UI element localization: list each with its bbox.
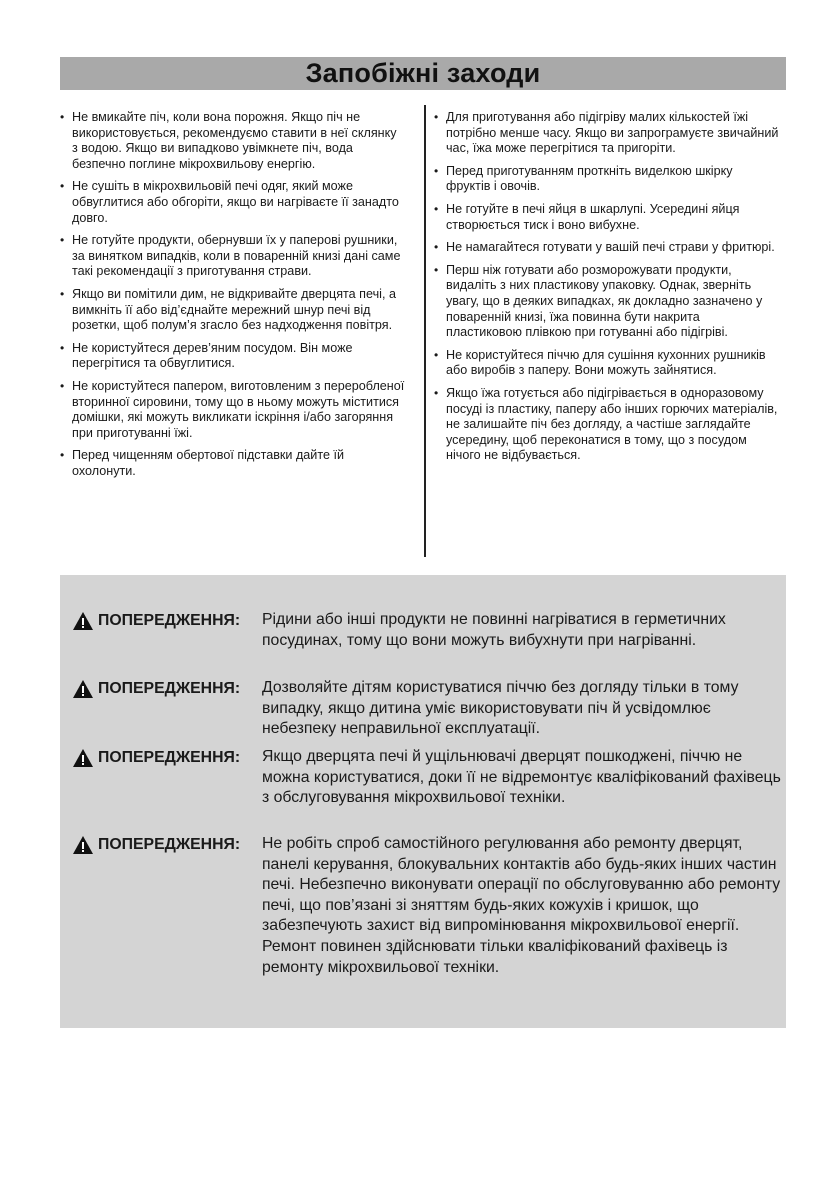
bullet-icon: • bbox=[434, 385, 439, 400]
column-divider bbox=[424, 105, 426, 557]
bullet-icon: • bbox=[60, 179, 65, 194]
list-item: • Не вмикайте піч, коли вона порожня. Якщо піч не використовується, рекомендуємо ставити в неї склянку з водою. Якщо ви випадково увімкнете піч, вода безпечно поглине мікрохвильову енергію. bbox=[60, 110, 397, 171]
title-bar bbox=[60, 57, 786, 90]
list-item: • Перед приготуванням проткніть виделкою шкірку фруктів і овочів. bbox=[434, 163, 733, 194]
warning-text: Рідини або інші продукти не повинні нагріватися в герметичних посудинах, тому що вони можуть вибухнути при нагріванні. bbox=[262, 611, 726, 649]
bullet-icon: • bbox=[60, 286, 65, 301]
bullet-icon: • bbox=[60, 110, 65, 124]
bullet-icon: • bbox=[434, 201, 439, 216]
bullet-icon: • bbox=[434, 240, 439, 255]
warning-label: ПОПЕРЕДЖЕННЯ: bbox=[72, 678, 240, 699]
warning-2 bbox=[72, 678, 782, 740]
warning-triangle-icon bbox=[72, 835, 94, 855]
warning-label: ПОПЕРЕДЖЕННЯ: bbox=[72, 747, 240, 768]
warning-4 bbox=[72, 834, 782, 978]
warnings-box bbox=[60, 575, 786, 1028]
list-item: • Не користуйтеся піччю для сушіння кухонних рушників або виробів з паперу. Вони можуть зайнятися. bbox=[434, 347, 766, 378]
left-bullet-list bbox=[60, 110, 405, 479]
list-item: • Не сушіть в мікрохвильовій печі одяг, який може обвуглитися або обгоріти, якщо ви нагріваєте її занадто довго. bbox=[60, 179, 399, 225]
warning-1 bbox=[72, 610, 782, 651]
list-item: • Не готуйте в печі яйця в шкарлупі. Усередині яйця створюється тиск і воно вибухне. bbox=[434, 201, 740, 232]
right-bullet-list bbox=[434, 110, 779, 464]
list-item: • Не користуйтеся папером, виготовленим з переробленої вторинної сировини, тому що в ньому можуть міститися домішки, які можуть викликати іскріння і/або загоряння при приготуванні їжі. bbox=[60, 378, 405, 440]
bullet-icon: • bbox=[434, 347, 439, 362]
warning-triangle-icon bbox=[72, 679, 94, 699]
warning-triangle-icon bbox=[72, 611, 94, 631]
warning-triangle-icon bbox=[72, 748, 94, 768]
warning-3 bbox=[72, 747, 782, 809]
list-item: • Перш ніж готувати або розморожувати продукти, видаліть з них пластикову упаковку. Однак, зверніть увагу, що в деяких випадках, як докладно зазначено у поваренній книзі, їжа повинна бути накрита пластиковою плівкою при готуванні або підігріві. bbox=[434, 262, 763, 340]
list-item: • Не готуйте продукти, обернувши їх у паперові рушники, за винятком випадків, коли в поваренній книзі дані саме такі рекомендації з приготування страви. bbox=[60, 233, 401, 279]
list-item: • Не користуйтеся дерев’яним посудом. Він може перегрітися та обвуглитися. bbox=[60, 340, 353, 371]
bullet-icon: • bbox=[60, 378, 65, 393]
list-item: • Не намагайтеся готувати у вашій печі страви у фритюрі. bbox=[434, 240, 775, 255]
list-item: • Якщо ви помітили дим, не відкривайте дверцята печі, а вимкніть її або від’єднайте мережний шнур печі від розетки, щоб полум’я згасло без надходження повітря. bbox=[60, 286, 396, 333]
left-column bbox=[60, 110, 405, 486]
bullet-icon: • bbox=[60, 233, 65, 248]
bullet-icon: • bbox=[434, 163, 439, 178]
right-column bbox=[434, 110, 779, 471]
list-item: • Якщо їжа готується або підігрівається в одноразовому посуді із пластику, паперу або інших горючих матеріалів, не залишайте піч без догляду, а частіше заглядайте усередину, щоб переконатися в тому, що з посудом нічого не відбувається. bbox=[434, 385, 778, 463]
warning-label: ПОПЕРЕДЖЕННЯ: bbox=[72, 834, 240, 855]
bullet-icon: • bbox=[434, 262, 439, 277]
warning-text: Не робіть спроб самостійного регулювання або ремонту дверцят, панелі керування, блокувальних контактів або будь-яких інших частин печі. Небезпечно виконувати операції по обслуговуванню або ремонту печі, що пов’язані зі зняттям будь-яких кожухів і кришок, що забезпечують захист від випромінювання мікрохвильової енергії. Ремонт повинен здійснювати тільки кваліфікований фахівець із ремонту мікрохвильової техніки. bbox=[262, 835, 781, 976]
bullet-icon: • bbox=[60, 340, 65, 355]
warning-text: Дозволяйте дітям користуватися піччю без догляду тільки в тому випадку, якщо дитина уміє використовувати піч й усвідомлює небезпеку неправильної експлуатації. bbox=[262, 679, 739, 738]
warning-label: ПОПЕРЕДЖЕННЯ: bbox=[72, 610, 240, 631]
warning-text: Якщо дверцята печі й ущільнювачі дверцят пошкоджені, піччю не можна користуватися, доки її не відремонтує кваліфікований фахівець з обслуговування мікрохвильової техніки. bbox=[262, 748, 781, 807]
list-item: • Для приготування або підігріву малих кількостей їжі потрібно менше часу. Якщо ви запрограмуєте звичайний час, їжа може перегрітися та пригоріти. bbox=[434, 110, 779, 156]
bullet-icon: • bbox=[434, 110, 439, 124]
bullet-icon: • bbox=[60, 448, 65, 463]
list-item: • Перед чищенням обертової підставки дайте їй охолонути. bbox=[60, 448, 345, 478]
page-title: Запобіжні заходи bbox=[305, 58, 541, 88]
